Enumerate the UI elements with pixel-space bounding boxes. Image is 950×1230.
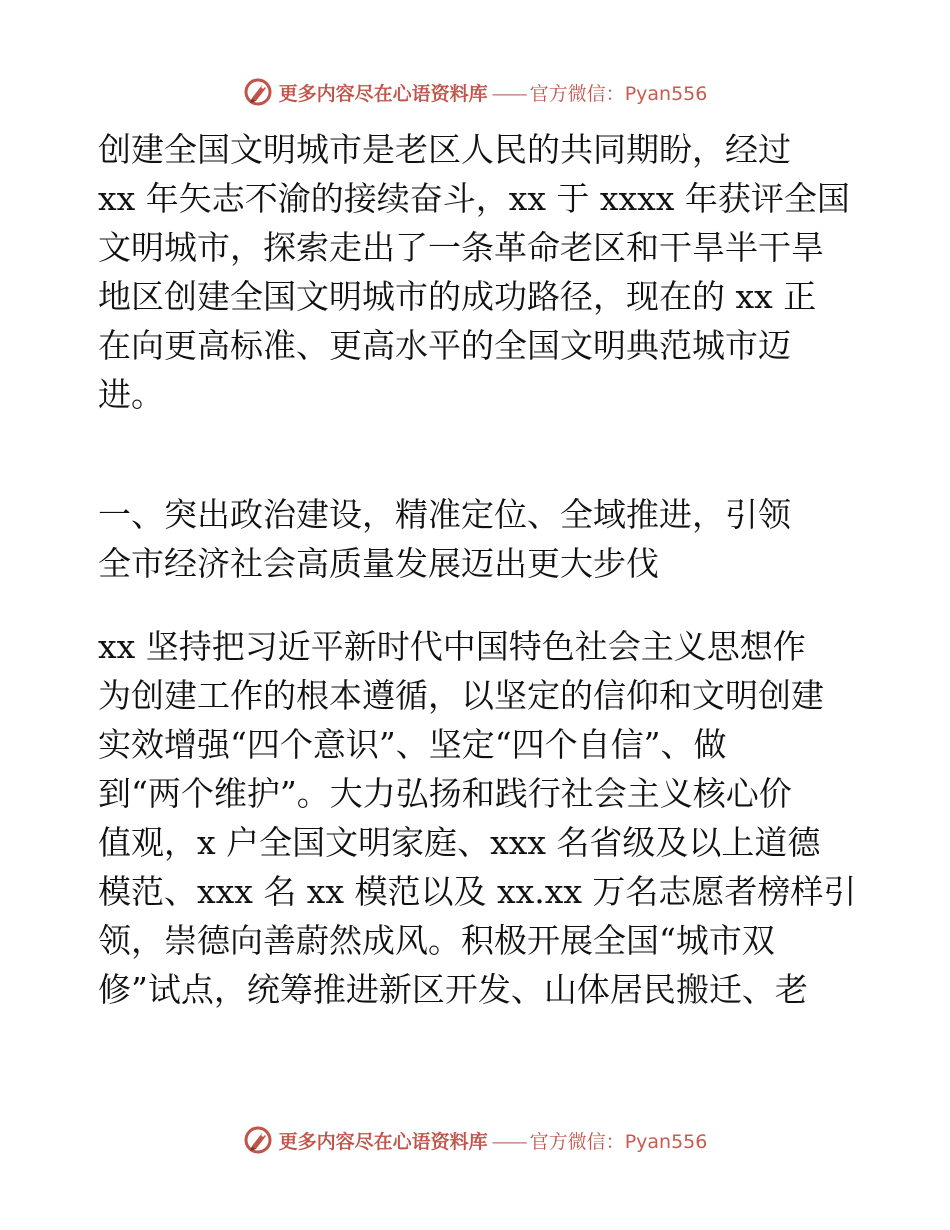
pen-logo-icon: [243, 1125, 273, 1155]
text-line: 到“两个维护”。大力弘扬和践行社会主义核心价: [98, 774, 792, 813]
header-banner-inner: [243, 77, 708, 107]
text-line: 创建全国文明城市是老区人民的共同期盼，经过: [98, 130, 791, 169]
header-separator: ——: [491, 82, 526, 105]
footer-banner-text: [279, 1127, 708, 1154]
heading-line: 一、突出政治建设，精准定位、全域推进，引领: [98, 495, 791, 534]
heading-line: 全市经济社会高质量发展迈出更大步伐: [98, 544, 659, 583]
text-line: 在向更高标准、更高水平的全国文明典范城市迈: [98, 326, 791, 365]
text-line: 修”试点，统筹推进新区开发、山体居民搬迁、老: [98, 970, 808, 1009]
header-official-label: 官方微信：: [529, 82, 625, 105]
footer-separator: ——: [491, 1130, 526, 1153]
text-line: xx 年矢志不渝的接续奋斗，xx 于 xxxx 年获评全国: [98, 179, 850, 218]
footer-banner-inner: [243, 1125, 708, 1155]
footer-official-label: 官方微信：: [529, 1130, 625, 1153]
pen-logo-icon: [243, 77, 273, 107]
text-line: 实效增强“四个意识”、坚定“四个自信”、做: [98, 725, 727, 764]
footer-wechat-id: Pyan556: [624, 1130, 708, 1153]
text-line: 值观，x 户全国文明家庭、xxx 名省级及以上道德: [98, 823, 821, 862]
header-banner: [0, 72, 950, 112]
header-banner-text: [279, 79, 708, 106]
paragraph-section-1: [98, 622, 858, 1014]
paragraph-intro: [98, 125, 858, 419]
header-wechat-id: Pyan556: [624, 82, 708, 105]
text-line: 领，崇德向善蔚然成风。积极开展全国“城市双: [98, 921, 775, 960]
header-brand: 更多内容尽在心语资料库: [278, 82, 488, 105]
text-line: 进。: [98, 375, 164, 414]
footer-banner: [0, 1120, 950, 1160]
text-line: 为创建工作的根本遵循，以坚定的信仰和文明创建: [98, 676, 824, 715]
text-line: 模范、xxx 名 xx 模范以及 xx.xx 万名志愿者榜样引: [98, 872, 857, 911]
text-line: 文明城市，探索走出了一条革命老区和干旱半干旱: [98, 228, 824, 267]
text-line: 地区创建全国文明城市的成功路径，现在的 xx 正: [98, 277, 817, 316]
section-heading-1: [98, 490, 858, 588]
footer-brand: 更多内容尽在心语资料库: [278, 1130, 488, 1153]
text-line: xx 坚持把习近平新时代中国特色社会主义思想作: [98, 627, 806, 666]
